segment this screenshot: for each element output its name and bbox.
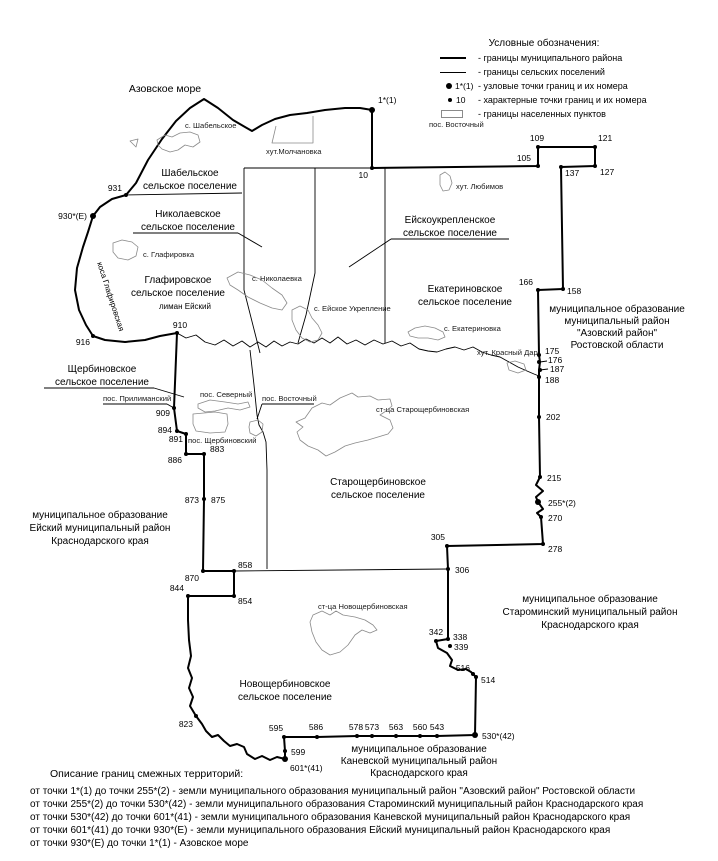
nikolaevskoye-pointer xyxy=(238,233,262,247)
boundary-point-label: 883 xyxy=(210,444,225,454)
boundary-point-label: 573 xyxy=(364,722,380,732)
selo-ekaterinovka-outline xyxy=(408,326,445,340)
boundary-point-dot xyxy=(539,515,543,519)
nikolaevskoye-east-boundary xyxy=(298,168,315,343)
boundary-point-dot xyxy=(434,639,438,643)
boundary-point-label: 563 xyxy=(388,722,404,732)
boundary-point-dot xyxy=(394,734,398,738)
boundary-point-dot xyxy=(355,734,359,738)
boundary-point-label: 858 xyxy=(238,560,253,570)
boundary-point-dot xyxy=(535,499,541,505)
boundary-point-dot xyxy=(315,735,319,739)
boundary-point-label: 514 xyxy=(481,675,496,685)
boundary-point-label: 278 xyxy=(548,544,563,554)
boundary-point-label: 909 xyxy=(155,408,170,418)
boundary-point-dot xyxy=(446,567,450,571)
boundary-point-label: 255*(2) xyxy=(548,498,576,508)
boundary-point-label: 188 xyxy=(545,375,560,385)
liman-yeysky-label: лиман Ейский xyxy=(159,302,211,311)
kosa-glafirovskaya-label: коса Глафировская xyxy=(95,260,126,333)
boundary-point-dot xyxy=(537,360,541,364)
description-line: от точки 930*(E) до точки 1*(1) - Азовское море xyxy=(30,838,249,849)
boundary-point-label: 516 xyxy=(455,663,470,673)
boundary-point-dot xyxy=(541,542,545,546)
description-line: от точки 601*(41) до точки 930*(E) - земли муниципального образования Ейский муниципальный район Краснодарского края xyxy=(30,825,611,836)
boundary-point-label: 930*(E) xyxy=(58,211,87,221)
boundary-point-label: 305 xyxy=(430,532,445,542)
boundary-point-dot xyxy=(448,644,452,648)
yeyskoukreplenskoye-label: Ейскоукрепленское сельское поселение xyxy=(403,215,497,239)
kanevskoy-district-label: муниципальное образование Каневской муниципальный район Краснодарского края xyxy=(340,744,498,779)
legend-item-label: - характерные точки границ и их номера xyxy=(478,95,647,105)
boundary-point-label: 910 xyxy=(172,320,188,330)
boundary-point-label: 560 xyxy=(412,722,428,732)
boundary-point-dot xyxy=(283,749,287,753)
boundary-point-label: 844 xyxy=(169,583,184,593)
stanitsa-staroshcherbinovskaya-label: ст-ца Старощербиновская xyxy=(376,405,470,414)
boundary-point-dot xyxy=(282,735,286,739)
hutor-krasny-dar-label: хут. Красный Дар xyxy=(477,348,538,357)
ekaterinovskoye-label: Екатериновское сельское поселение xyxy=(418,284,512,308)
boundary-point-dot xyxy=(175,429,179,433)
boundary-point-label: 166 xyxy=(518,277,533,287)
district-boundary-path xyxy=(75,99,595,760)
boundary-point-dot xyxy=(172,406,176,410)
boundary-point-dot xyxy=(370,734,374,738)
boundary-point-label: 109 xyxy=(529,133,545,143)
boundary-point-label: 894 xyxy=(157,425,172,435)
boundary-point-label: 916 xyxy=(75,337,90,347)
pos-severny-outline xyxy=(198,400,250,412)
selo-eyskoye-ukreplenie-label: с. Ейское Укрепление xyxy=(314,304,391,313)
shcherbinovskoye-label: Щербиновское сельское поселение xyxy=(55,364,149,388)
boundary-point-label: 875 xyxy=(211,495,226,505)
stanitsa-novoshcherbinovskaya-label: ст-ца Новощербиновская xyxy=(318,602,408,611)
selo-shabelskoye-label: с. Шабельское xyxy=(185,121,237,130)
node-point-swatch: 1*(1) xyxy=(432,81,478,91)
azovsky-district-label: муниципальное образование муниципальный район "Азовский район" Ростовской области xyxy=(549,304,685,351)
boundary-point-label: 202 xyxy=(546,412,561,422)
boundary-point-dot xyxy=(445,544,449,548)
boundary-point-dot xyxy=(538,368,542,372)
boundary-point-dot xyxy=(536,145,540,149)
point-176-leader xyxy=(540,361,547,362)
shcherbinovskoye-east-boundary xyxy=(250,350,267,569)
boundary-point-dot xyxy=(184,452,188,456)
legend-item-label: - узловые точки границ и их номера xyxy=(478,81,628,91)
pos-vostochny-label: пос. Восточный xyxy=(262,394,317,403)
boundary-point-label: 1*(1) xyxy=(378,95,397,105)
boundary-point-dot xyxy=(538,475,542,479)
map-labels xyxy=(30,83,686,779)
legend-item-label: - границы сельских поселений xyxy=(478,67,605,77)
boundary-point-dot xyxy=(175,331,179,335)
boundary-point-dot xyxy=(472,732,478,738)
pos-severny-label: пос. Северный xyxy=(200,390,253,399)
adjacent-territories-description xyxy=(30,768,710,850)
boundary-point-dot xyxy=(536,288,540,292)
legend-row-settlement-boundary xyxy=(432,67,716,77)
selo-shabelskoye-outline-2 xyxy=(130,139,138,147)
boundary-points xyxy=(58,95,614,773)
boundary-point-label: 121 xyxy=(598,133,613,143)
description-line: от точки 255*(2) до точки 530*(42) - земли муниципального образования Староминский муниципальный район Краснодарского края xyxy=(30,799,644,810)
boundary-point-label: 127 xyxy=(600,167,615,177)
boundary-point-dot xyxy=(446,637,450,641)
description-line: от точки 530*(42) до точки 601*(41) - земли муниципального образования Каневской муниципальный район Краснодарского края xyxy=(30,812,631,823)
boundary-point-label: 543 xyxy=(429,722,445,732)
boundary-point-label: 158 xyxy=(567,286,582,296)
boundary-point-dot xyxy=(232,569,236,573)
boundary-point-dot xyxy=(537,415,541,419)
legend xyxy=(429,38,716,129)
boundary-point-label: 342 xyxy=(428,627,444,637)
boundary-point-dot xyxy=(282,756,288,762)
hutor-molchanovka-label: хут.Молчановка xyxy=(266,147,322,156)
yeysky-district-label: муниципальное образование Ейский муниципальный район Краснодарского края xyxy=(29,510,171,547)
boundary-point-label: 306 xyxy=(455,565,470,575)
boundary-point-label: 873 xyxy=(184,495,199,505)
boundary-point-label: 338 xyxy=(453,632,468,642)
boundary-point-label: 270 xyxy=(548,513,563,523)
pos-prilimansky-label: пос. Прилиманский xyxy=(103,394,172,403)
azov-sea-label: Азовское море xyxy=(128,83,202,95)
boundary-point-dot xyxy=(536,164,540,168)
boundary-point-dot xyxy=(90,213,96,219)
boundary-point-dot xyxy=(91,334,95,338)
hutor-lyubimov-outline xyxy=(440,172,452,191)
boundary-point-label: 870 xyxy=(184,573,199,583)
boundary-point-label: 823 xyxy=(178,719,193,729)
shabelskoye-south-boundary xyxy=(126,193,242,195)
boundary-point-dot xyxy=(593,145,597,149)
vostochny-pointer xyxy=(257,404,262,419)
boundary-point-dot xyxy=(474,675,478,679)
nikolaevskoye-label: Николаевское сельское поселение xyxy=(141,209,235,233)
hutor-molchanovka-outline xyxy=(272,116,313,143)
boundary-point-label: 176 xyxy=(548,355,563,365)
selo-shabelskoye-outline xyxy=(157,132,200,152)
selo-ekaterinovka-label: с. Екатериновка xyxy=(444,324,501,333)
legend-title: Условные обозначения: xyxy=(488,38,600,49)
selo-glafirovka-label: с. Глафировка xyxy=(143,250,195,259)
staro-novo-boundary xyxy=(234,569,448,571)
description-line: от точки 1*(1) до точки 255*(2) - земли муниципального образования муниципальный район "Азовский район" Ростовской области xyxy=(30,786,636,797)
boundary-point-label: 137 xyxy=(565,168,580,178)
boundary-point-label: 891 xyxy=(168,434,183,444)
boundary-point-dot xyxy=(124,193,128,197)
district-boundary xyxy=(75,99,595,760)
village-boundary-swatch xyxy=(432,110,478,118)
boundary-point-label: 187 xyxy=(550,364,565,374)
boundary-point-dot xyxy=(418,734,422,738)
pos-shcherbinovsky-label: пос. Щербиновский xyxy=(188,436,257,445)
legend-row-district-boundary xyxy=(432,53,716,63)
boundary-point-dot xyxy=(435,734,439,738)
boundary-point-label: 886 xyxy=(167,455,182,465)
boundary-point-label: 595 xyxy=(268,723,284,733)
boundary-point-dot xyxy=(559,165,563,169)
selo-nikolaevka-label: с. Николаевка xyxy=(252,274,302,283)
thin-line-swatch xyxy=(432,72,478,73)
starominsky-district-label: муниципальное образование Староминский муниципальный район Краснодарского края xyxy=(502,594,678,631)
boundary-point-label: 599 xyxy=(291,747,306,757)
char-point-swatch: 10 xyxy=(432,95,478,105)
glafirovskoye-label: Глафировское сельское поселение xyxy=(131,275,225,299)
boundary-point-label: 854 xyxy=(238,596,253,606)
boundary-point-dot xyxy=(593,164,597,168)
boundary-point-label: 10 xyxy=(358,170,368,180)
boundary-point-dot xyxy=(471,672,475,676)
legend-item-label: - границы муниципального района xyxy=(478,53,623,63)
boundary-point-dot xyxy=(232,594,236,598)
pos-shcherbinovsky-outline xyxy=(193,412,228,433)
boundary-point-dot xyxy=(537,375,541,379)
boundary-point-dot xyxy=(561,287,565,291)
boundary-point-label: 215 xyxy=(547,473,562,483)
boundary-point-label: 175 xyxy=(545,346,560,356)
boundary-point-label: 586 xyxy=(308,722,324,732)
description-title: Описание границ смежных территорий: xyxy=(50,768,244,780)
hutor-lyubimov-label: хут. Любимов xyxy=(456,182,504,191)
nikolaevskoye-west-boundary xyxy=(244,168,260,353)
shabelskoye-label: Шабельское сельское поселение xyxy=(143,168,237,192)
boundary-point-label: 530*(42) xyxy=(482,731,515,741)
novoshcherbinovskoye-label: Новощербиновское сельское поселение xyxy=(238,679,332,703)
boundary-point-label: 578 xyxy=(348,722,364,732)
boundary-point-label: 339 xyxy=(454,642,469,652)
boundary-point-dot xyxy=(369,107,375,113)
boundary-point-label: 105 xyxy=(516,153,531,163)
boundary-point-dot xyxy=(186,594,190,598)
boundary-point-dot xyxy=(202,452,206,456)
legend-example-village-label: пос. Восточный xyxy=(429,120,484,129)
legend-item-label: - границы населенных пунктов xyxy=(478,109,606,119)
boundary-point-dot xyxy=(370,166,374,170)
boundary-point-label: 601*(41) xyxy=(290,763,323,773)
selo-glafirovka-outline xyxy=(113,240,138,260)
boundary-point-label: 931 xyxy=(107,183,122,193)
boundary-point-dot xyxy=(194,714,198,718)
boundary-point-dot xyxy=(202,497,206,501)
stanitsa-novoshcherbinovskaya-outline xyxy=(310,611,377,655)
legend-row-node-points xyxy=(432,81,716,91)
legend-row-char-points xyxy=(432,95,716,105)
thick-line-swatch xyxy=(432,57,478,59)
legend-row-village-boundary xyxy=(432,109,716,119)
boundary-point-dot xyxy=(201,569,205,573)
staroshcherbinovskoye-label: Старощербиновское сельское поселение xyxy=(330,477,426,501)
